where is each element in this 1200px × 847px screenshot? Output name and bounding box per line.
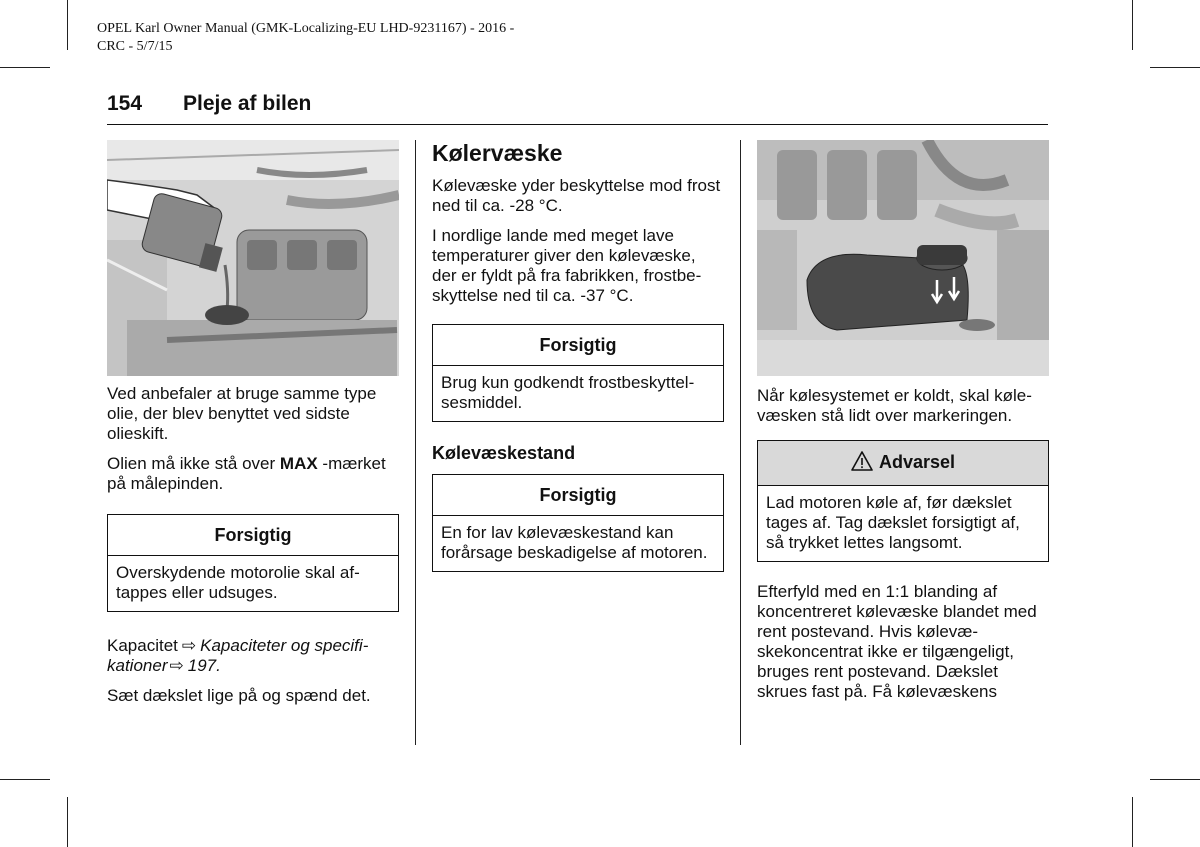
crop-mark — [1150, 67, 1200, 68]
crop-mark — [1132, 0, 1133, 50]
caution-box-antifreeze — [432, 324, 724, 422]
coolant-reservoir-photo — [757, 140, 1049, 376]
crop-mark — [67, 797, 68, 847]
document-header — [97, 20, 514, 56]
warning-box-cap — [757, 440, 1049, 562]
warning-title: Advarsel — [878, 452, 956, 472]
subheading-coolant-level: Kølevæskestand — [432, 443, 576, 463]
paragraph-capacity — [107, 636, 399, 676]
caution-body: Overskydende motorolie skal aftappes eller udsuges. — [116, 563, 360, 602]
paragraph-cold-level: Når kølesystemet er koldt, skal kølevæsken stå lidt over markeringen. — [757, 386, 1032, 425]
paragraph-northern-countries: I nordlige lande med meget lave temperaturer giver den kølevæske, der er fyldt på fra fabrikken, frostbeskyttelse ned til ca. -37 °C. — [432, 226, 702, 305]
capacity-label: Kapacitet — [107, 636, 178, 655]
reference-arrow-icon: ⇨ — [169, 656, 184, 675]
crop-mark — [1150, 779, 1200, 780]
column-middle — [432, 140, 724, 572]
section-heading-coolant: Kølervæske — [432, 140, 563, 166]
crop-mark — [0, 67, 50, 68]
capacity-reference-page[interactable]: 197. — [187, 656, 221, 675]
paragraph-oil-max — [107, 454, 399, 494]
column-right — [757, 140, 1049, 712]
crop-mark — [67, 0, 68, 50]
warning-triangle-icon — [851, 451, 873, 476]
column-left — [107, 140, 399, 716]
crop-mark — [0, 779, 50, 780]
caution-title: Forsigtig — [108, 515, 398, 556]
oil-filling-photo — [107, 140, 399, 376]
oil-max-text-pre: Olien må ikke stå over — [107, 454, 280, 473]
caution-title: Forsigtig — [433, 325, 723, 366]
column-divider — [415, 140, 416, 745]
capacity-reference-link[interactable]: Kapaciteter og specifikationer — [107, 636, 369, 675]
caution-box-oil — [107, 514, 399, 612]
engine-oil-illustration — [107, 140, 399, 376]
caution-body: Brug kun godkendt frostbeskyttelsesmiddel. — [441, 373, 695, 412]
crop-mark — [1132, 797, 1133, 847]
column-divider — [740, 140, 741, 745]
page-number: 154 — [107, 92, 143, 115]
max-marker-label: MAX — [279, 454, 318, 473]
document-header-line2: CRC - 5/7/15 — [97, 39, 173, 54]
caution-body: En for lav kølevæskestand kan forårsage beskadigelse af motoren. — [441, 523, 708, 562]
oil-max-text-post: -mærket på målepinden. — [107, 454, 386, 493]
paragraph-frost-protection: Kølevæske yder beskyttelse mod frost ned til ca. -28 °C. — [432, 176, 721, 215]
warning-title-bar — [758, 441, 1048, 486]
paragraph-refill: Efterfyld med en 1:1 blanding af koncentreret kølevæske blandet med rent postevand. Hvis kølevæskekoncentrat ikke er tilgængeligt, bruges rent postevand. Dækslet skrues fast på. Få kølevæskens — [757, 582, 1037, 701]
caution-box-coolant-level — [432, 474, 724, 572]
page-title: Pleje af bilen — [183, 92, 312, 115]
warning-body: Lad motoren køle af, før dækslet tages af. Tag dækslet forsigtigt af, så trykket lettes langsomt. — [766, 493, 1020, 552]
coolant-reservoir-illustration — [757, 140, 1049, 376]
paragraph-oil-type: Ved anbefaler at bruge samme type olie, der blev benyttet ved sidste olieskift. — [107, 384, 377, 443]
reference-arrow-icon: ⇨ — [181, 636, 197, 655]
caution-title: Forsigtig — [433, 475, 723, 516]
document-header-line1: OPEL Karl Owner Manual (GMK-Localizing-EU LHD-9231167) - 2016 - — [97, 21, 515, 36]
paragraph-cap-fit: Sæt dækslet lige på og spænd det. — [107, 686, 371, 705]
page-heading — [107, 90, 1048, 125]
